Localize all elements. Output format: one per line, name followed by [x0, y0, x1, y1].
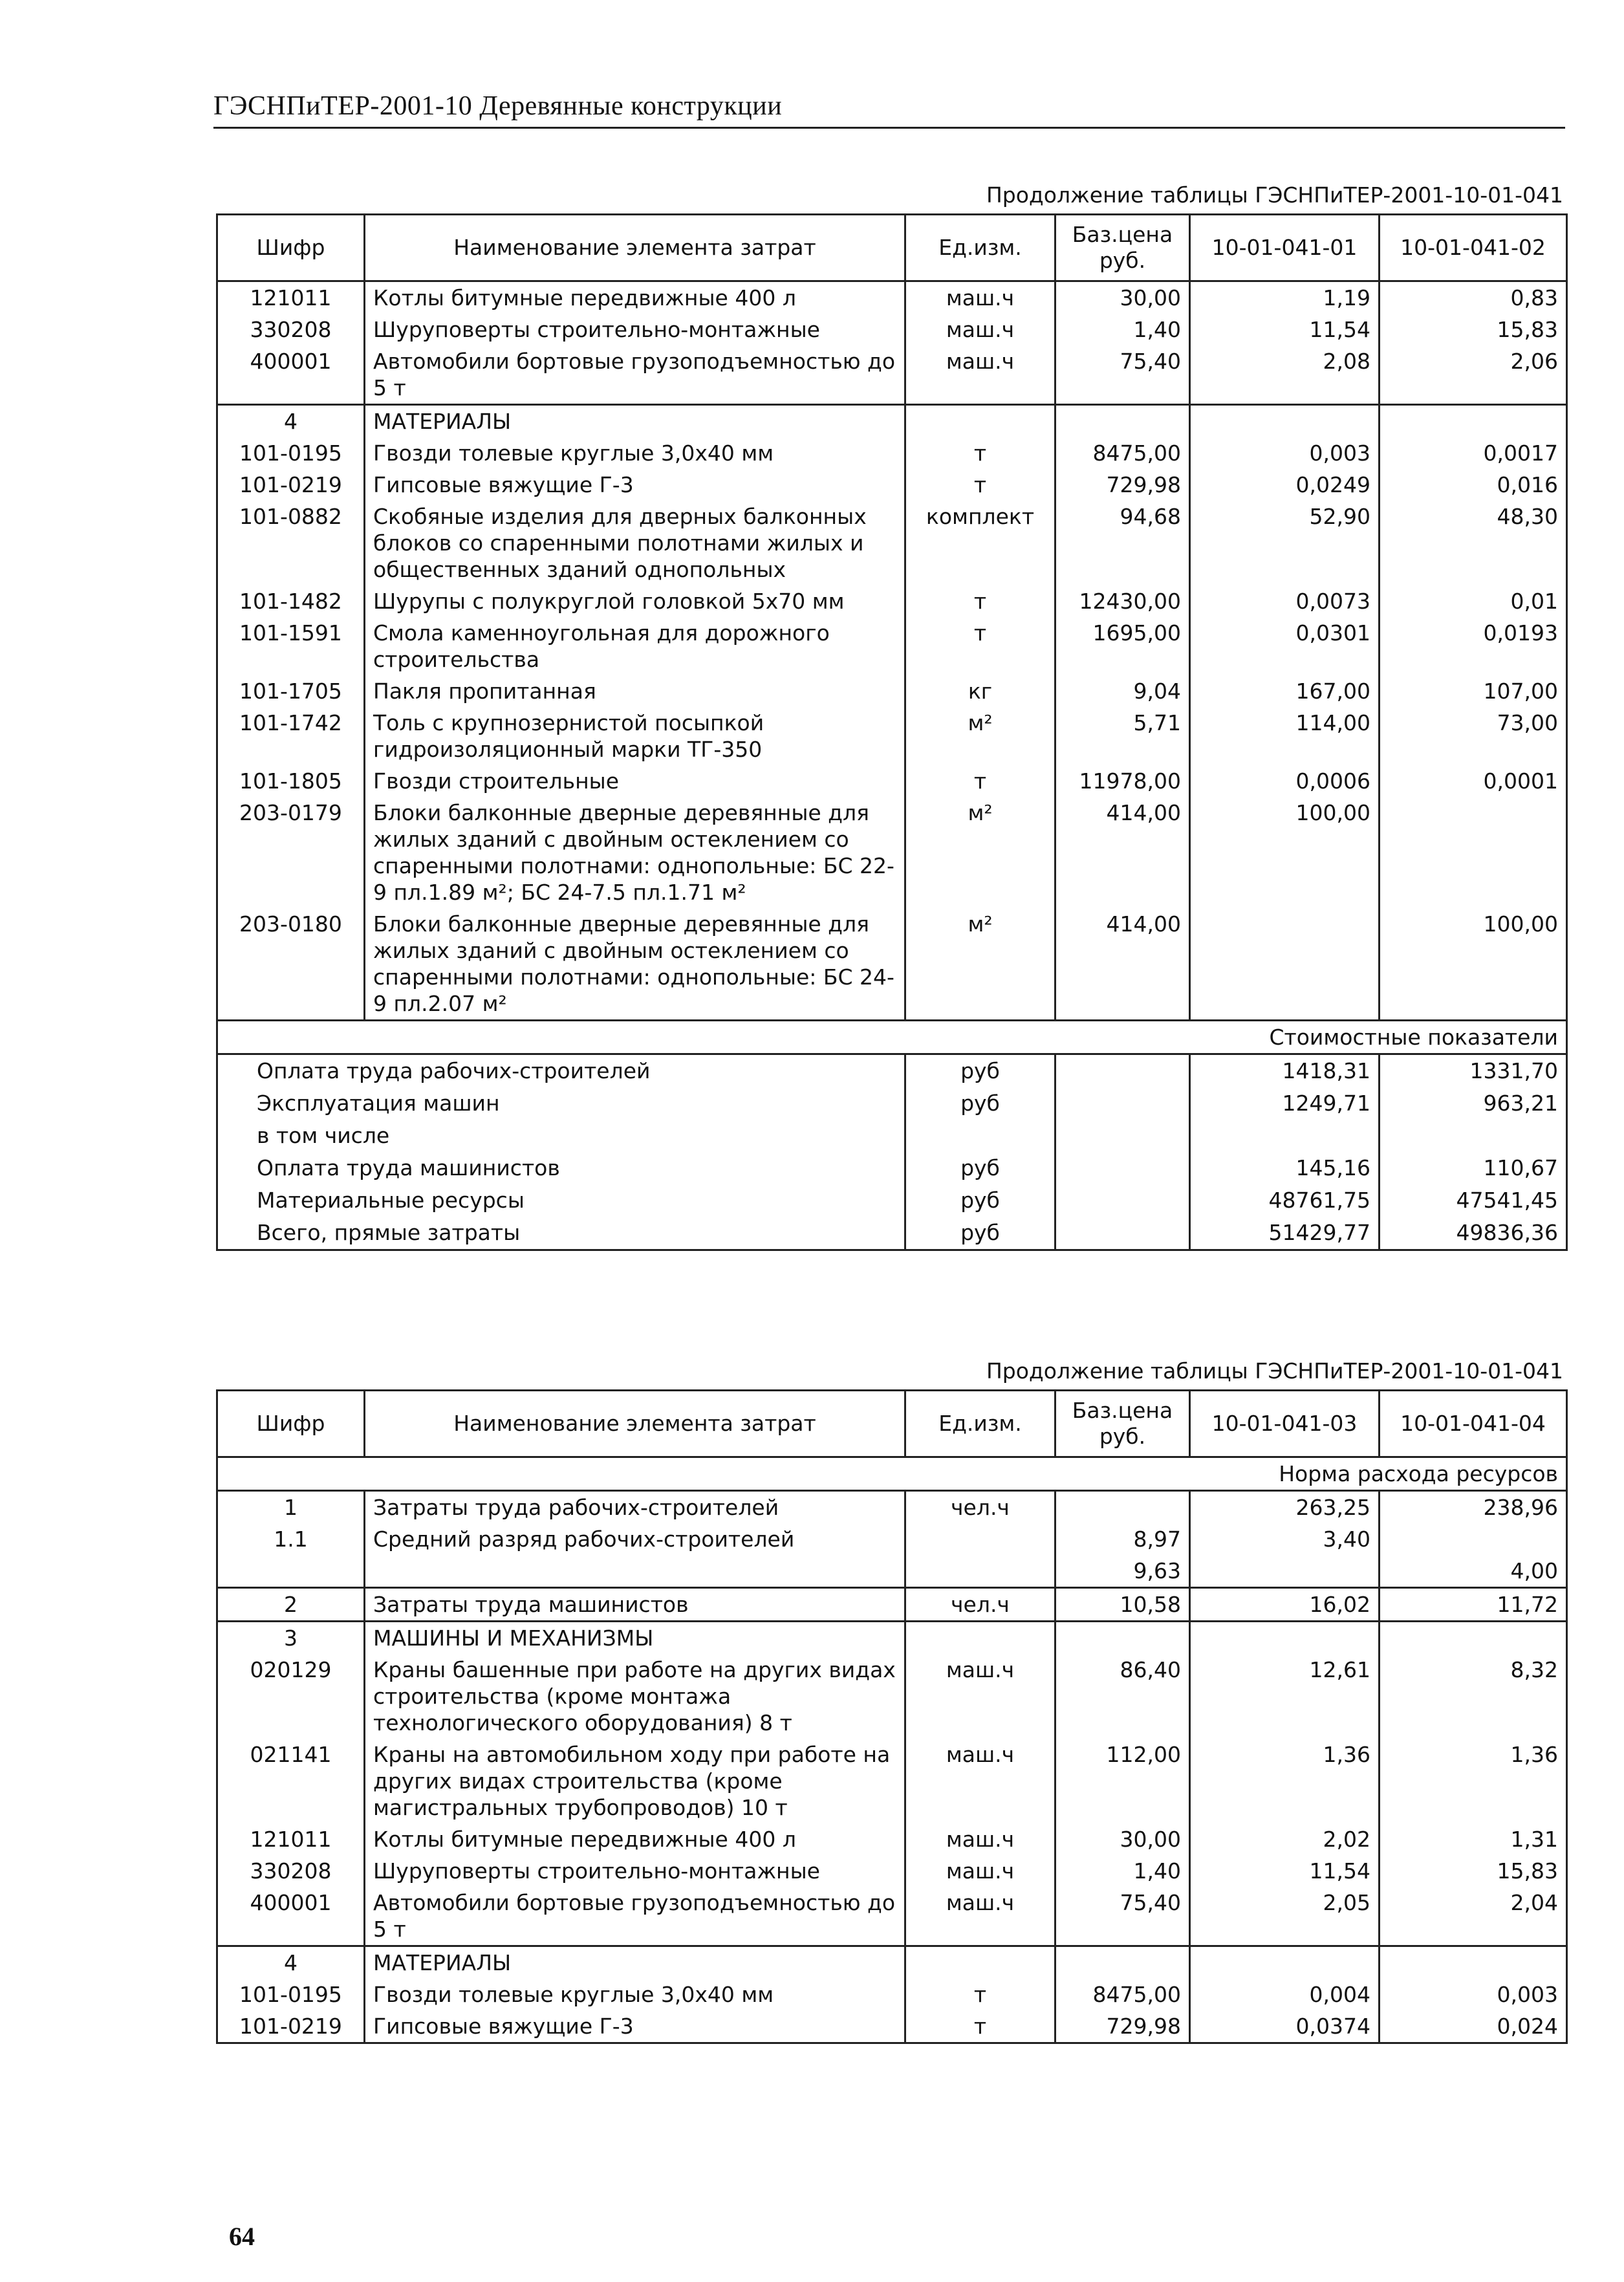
row-name: Котлы битумные передвижные 400 л	[365, 1823, 905, 1855]
summary-value-1	[1190, 1120, 1380, 1152]
row-unit	[905, 405, 1056, 438]
row-price: 30,00	[1056, 281, 1190, 314]
row-value-1: 0,0006	[1190, 765, 1380, 797]
summary-unit: руб	[905, 1184, 1056, 1217]
table-row	[217, 675, 1567, 707]
row-code: 101-1482	[217, 585, 365, 617]
row-price: 94,68	[1056, 501, 1190, 585]
row-unit	[905, 1622, 1056, 1655]
table-row	[217, 314, 1567, 345]
table-caption-1: Продолжение таблицы ГЭСНПиТЕР-2001-10-01-041	[986, 182, 1563, 208]
summary-label: Эксплуатация машин	[217, 1087, 905, 1120]
row-value-2: 107,00	[1380, 675, 1567, 707]
summary-price-empty	[1056, 1054, 1190, 1088]
table-row	[217, 707, 1567, 765]
table-row	[217, 765, 1567, 797]
summary-label: Материальные ресурсы	[217, 1184, 905, 1217]
row-price: 9,63	[1056, 1555, 1190, 1588]
row-name: Смола каменноугольная для дорожного строительства	[365, 617, 905, 675]
table-row	[217, 617, 1567, 675]
row-value-1: 12,61	[1190, 1654, 1380, 1739]
col-code: Шифр	[217, 1391, 365, 1457]
row-price	[1056, 1622, 1190, 1655]
col-code: Шифр	[217, 215, 365, 281]
row-price: 8475,00	[1056, 1979, 1190, 2010]
row-value-1: 100,00	[1190, 797, 1380, 908]
row-code: 021141	[217, 1739, 365, 1823]
row-code: 101-0195	[217, 1979, 365, 2010]
row-price: 5,71	[1056, 707, 1190, 765]
row-code: 1.1	[217, 1523, 365, 1555]
row-value-1: 11,54	[1190, 314, 1380, 345]
row-value-1: 0,003	[1190, 437, 1380, 469]
row-value-1: 16,02	[1190, 1588, 1380, 1622]
col-unit: Ед.изм.	[905, 215, 1056, 281]
row-value-2: 2,04	[1380, 1887, 1567, 1946]
row-code: 330208	[217, 314, 365, 345]
summary-value-2: 110,67	[1380, 1152, 1567, 1184]
row-price: 75,40	[1056, 345, 1190, 405]
row-code: 121011	[217, 1823, 365, 1855]
row-value-1: 2,05	[1190, 1887, 1380, 1946]
summary-unit: руб	[905, 1152, 1056, 1184]
row-code: 400001	[217, 345, 365, 405]
row-unit: маш.ч	[905, 1855, 1056, 1887]
summary-label: Всего, прямые затраты	[217, 1217, 905, 1250]
row-value-1: 0,004	[1190, 1979, 1380, 2010]
row-value-1	[1190, 908, 1380, 1021]
table-row	[217, 1588, 1567, 1622]
row-value-2	[1380, 1523, 1567, 1555]
row-unit: чел.ч	[905, 1588, 1056, 1622]
col-price: Баз.цена руб.	[1056, 215, 1190, 281]
row-value-1: 52,90	[1190, 501, 1380, 585]
row-value-2: 11,72	[1380, 1588, 1567, 1622]
table-row	[217, 585, 1567, 617]
page-header: ГЭСНПиТЕР-2001-10 Деревянные конструкции	[213, 91, 1565, 129]
row-value-2	[1380, 1946, 1567, 1979]
col-norm-04: 10-01-041-04	[1380, 1391, 1567, 1457]
row-name: Гвозди толевые круглые 3,0х40 мм	[365, 1979, 905, 2010]
summary-unit: руб	[905, 1087, 1056, 1120]
resource-table-1	[216, 213, 1568, 1251]
row-value-2: 73,00	[1380, 707, 1567, 765]
row-value-1	[1190, 1622, 1380, 1655]
row-code: 101-0195	[217, 437, 365, 469]
row-value-2: 0,016	[1380, 469, 1567, 501]
summary-label: Оплата труда рабочих-строителей	[217, 1054, 905, 1088]
cost-band-row	[217, 1021, 1567, 1054]
row-price: 1,40	[1056, 314, 1190, 345]
summary-label: Оплата труда машинистов	[217, 1152, 905, 1184]
row-value-2: 0,0017	[1380, 437, 1567, 469]
row-unit: м²	[905, 707, 1056, 765]
row-unit: чел.ч	[905, 1491, 1056, 1524]
summary-price-empty	[1056, 1184, 1190, 1217]
summary-value-1: 1418,31	[1190, 1054, 1380, 1088]
col-norm-02: 10-01-041-02	[1380, 215, 1567, 281]
row-unit: маш.ч	[905, 1823, 1056, 1855]
table-row	[217, 1887, 1567, 1946]
norm-band-label: Норма расхода ресурсов	[217, 1457, 1567, 1491]
summary-price-empty	[1056, 1087, 1190, 1120]
summary-unit: руб	[905, 1217, 1056, 1250]
row-name: Краны на автомобильном ходу при работе на других видах строительства (кроме магистральных трубопроводов) 10 т	[365, 1739, 905, 1823]
row-value-2: 0,0193	[1380, 617, 1567, 675]
summary-price-empty	[1056, 1152, 1190, 1184]
table-row	[217, 1739, 1567, 1823]
row-value-2: 1,36	[1380, 1739, 1567, 1823]
summary-unit	[905, 1120, 1056, 1152]
row-unit: маш.ч	[905, 1739, 1056, 1823]
row-unit: т	[905, 585, 1056, 617]
row-unit: маш.ч	[905, 1887, 1056, 1946]
row-code: 020129	[217, 1654, 365, 1739]
row-price: 11978,00	[1056, 765, 1190, 797]
table-row	[217, 469, 1567, 501]
summary-label: в том числе	[217, 1120, 905, 1152]
row-value-2: 1,31	[1380, 1823, 1567, 1855]
row-value-1: 2,08	[1190, 345, 1380, 405]
row-price: 729,98	[1056, 469, 1190, 501]
row-unit: маш.ч	[905, 1654, 1056, 1739]
summary-value-2: 963,21	[1380, 1087, 1567, 1120]
row-value-1: 167,00	[1190, 675, 1380, 707]
row-code: 4	[217, 1946, 365, 1979]
row-name: МАТЕРИАЛЫ	[365, 1946, 905, 1979]
summary-value-1: 48761,75	[1190, 1184, 1380, 1217]
col-norm-01: 10-01-041-01	[1190, 215, 1380, 281]
table-row	[217, 437, 1567, 469]
norm-band-row	[217, 1457, 1567, 1491]
row-name: Скобяные изделия для дверных балконных блоков со спаренными полотнами жилых и общественных зданий однопольных	[365, 501, 905, 585]
summary-row	[217, 1152, 1567, 1184]
row-price: 729,98	[1056, 2010, 1190, 2043]
row-unit: маш.ч	[905, 345, 1056, 405]
row-code: 101-0219	[217, 2010, 365, 2043]
summary-value-2	[1380, 1120, 1567, 1152]
row-unit: м²	[905, 797, 1056, 908]
row-price	[1056, 1491, 1190, 1524]
row-name: Гвозди строительные	[365, 765, 905, 797]
row-value-1: 11,54	[1190, 1855, 1380, 1887]
row-value-2	[1380, 797, 1567, 908]
summary-row	[217, 1184, 1567, 1217]
row-name: Блоки балконные дверные деревянные для жилых зданий с двойным остеклением со спаренными полотнами: однопольные: БС 22-9 пл.1.89 м²; БС 24-7.5 пл.1.71 м²	[365, 797, 905, 908]
row-value-2	[1380, 405, 1567, 438]
row-name: Шуруповерты строительно-монтажные	[365, 1855, 905, 1887]
row-name: Шуруповерты строительно-монтажные	[365, 314, 905, 345]
row-code: 400001	[217, 1887, 365, 1946]
row-name: Шурупы с полукруглой головкой 5х70 мм	[365, 585, 905, 617]
row-name: Гипсовые вяжущие Г-3	[365, 2010, 905, 2043]
row-value-1	[1190, 1946, 1380, 1979]
row-price: 1695,00	[1056, 617, 1190, 675]
summary-value-2: 49836,36	[1380, 1217, 1567, 1250]
summary-unit: руб	[905, 1054, 1056, 1088]
row-price: 112,00	[1056, 1739, 1190, 1823]
row-unit	[905, 1555, 1056, 1588]
table-body-2	[217, 1491, 1567, 2043]
row-name: Блоки балконные дверные деревянные для жилых зданий с двойным остеклением со спаренными полотнами: однопольные: БС 24-9 пл.2.07 м²	[365, 908, 905, 1021]
row-code: 101-0219	[217, 469, 365, 501]
row-name: Затраты труда рабочих-строителей	[365, 1491, 905, 1524]
row-value-1: 0,0073	[1190, 585, 1380, 617]
row-value-1	[1190, 1555, 1380, 1588]
table-row	[217, 1946, 1567, 1979]
summary-value-2: 1331,70	[1380, 1054, 1567, 1088]
row-code: 101-1591	[217, 617, 365, 675]
row-price: 30,00	[1056, 1823, 1190, 1855]
row-value-2: 15,83	[1380, 1855, 1567, 1887]
row-unit: т	[905, 1979, 1056, 2010]
row-name: Автомобили бортовые грузоподъемностью до 5 т	[365, 345, 905, 405]
row-unit: кг	[905, 675, 1056, 707]
row-unit	[905, 1523, 1056, 1555]
row-value-1: 3,40	[1190, 1523, 1380, 1555]
cost-band-label: Стоимостные показатели	[217, 1021, 1567, 1054]
row-value-2	[1380, 1622, 1567, 1655]
row-price: 10,58	[1056, 1588, 1190, 1622]
row-code: 330208	[217, 1855, 365, 1887]
table-row	[217, 1823, 1567, 1855]
row-value-2: 48,30	[1380, 501, 1567, 585]
row-unit	[905, 1946, 1056, 1979]
row-price: 9,04	[1056, 675, 1190, 707]
row-name: Гвозди толевые круглые 3,0х40 мм	[365, 437, 905, 469]
row-code: 1	[217, 1491, 365, 1524]
summary-row	[217, 1120, 1567, 1152]
row-code: 101-1705	[217, 675, 365, 707]
summary-value-1: 145,16	[1190, 1152, 1380, 1184]
row-value-1: 0,0301	[1190, 617, 1380, 675]
row-code	[217, 1555, 365, 1588]
row-value-2: 100,00	[1380, 908, 1567, 1021]
table-row	[217, 1855, 1567, 1887]
summary-row	[217, 1217, 1567, 1250]
row-unit: комплект	[905, 501, 1056, 585]
row-unit: маш.ч	[905, 314, 1056, 345]
table-row	[217, 1654, 1567, 1739]
row-name	[365, 1555, 905, 1588]
row-unit: т	[905, 765, 1056, 797]
col-name: Наименование элемента затрат	[365, 1391, 905, 1457]
table-header-row	[217, 215, 1567, 281]
summary-price-empty	[1056, 1120, 1190, 1152]
row-price: 86,40	[1056, 1654, 1190, 1739]
row-value-2: 0,0001	[1380, 765, 1567, 797]
row-code: 203-0180	[217, 908, 365, 1021]
row-name: Средний разряд рабочих-строителей	[365, 1523, 905, 1555]
row-code: 2	[217, 1588, 365, 1622]
row-code: 4	[217, 405, 365, 438]
row-unit: маш.ч	[905, 281, 1056, 314]
row-value-1	[1190, 405, 1380, 438]
row-unit: т	[905, 437, 1056, 469]
row-price: 8,97	[1056, 1523, 1190, 1555]
table-row	[217, 2010, 1567, 2043]
row-value-2: 2,06	[1380, 345, 1567, 405]
row-value-1: 114,00	[1190, 707, 1380, 765]
row-code: 121011	[217, 281, 365, 314]
row-price: 8475,00	[1056, 437, 1190, 469]
row-value-1: 0,0374	[1190, 2010, 1380, 2043]
row-value-2: 8,32	[1380, 1654, 1567, 1739]
row-unit: т	[905, 2010, 1056, 2043]
row-name: Гипсовые вяжущие Г-3	[365, 469, 905, 501]
row-price: 75,40	[1056, 1887, 1190, 1946]
summary-row	[217, 1087, 1567, 1120]
row-value-2: 0,003	[1380, 1979, 1567, 2010]
row-code: 101-0882	[217, 501, 365, 585]
row-value-1: 1,19	[1190, 281, 1380, 314]
row-price: 414,00	[1056, 908, 1190, 1021]
row-code: 3	[217, 1622, 365, 1655]
table-header-row	[217, 1391, 1567, 1457]
row-price	[1056, 405, 1190, 438]
col-name: Наименование элемента затрат	[365, 215, 905, 281]
row-value-2: 0,01	[1380, 585, 1567, 617]
row-price	[1056, 1946, 1190, 1979]
table-body-1	[217, 281, 1567, 1021]
row-unit: м²	[905, 908, 1056, 1021]
row-price: 12430,00	[1056, 585, 1190, 617]
summary-price-empty	[1056, 1217, 1190, 1250]
row-name: МАТЕРИАЛЫ	[365, 405, 905, 438]
table-row	[217, 908, 1567, 1021]
row-name: Автомобили бортовые грузоподъемностью до 5 т	[365, 1887, 905, 1946]
table-row	[217, 345, 1567, 405]
col-price: Баз.цена руб.	[1056, 1391, 1190, 1457]
summary-body	[217, 1021, 1567, 1250]
row-value-1: 2,02	[1190, 1823, 1380, 1855]
row-name: Затраты труда машинистов	[365, 1588, 905, 1622]
row-unit: т	[905, 469, 1056, 501]
row-name: Пакля пропитанная	[365, 675, 905, 707]
table-row	[217, 405, 1567, 438]
row-value-1: 0,0249	[1190, 469, 1380, 501]
row-value-2: 0,83	[1380, 281, 1567, 314]
table-row	[217, 1491, 1567, 1524]
table-caption-2: Продолжение таблицы ГЭСНПиТЕР-2001-10-01-041	[986, 1358, 1563, 1384]
summary-value-2: 47541,45	[1380, 1184, 1567, 1217]
row-value-1: 263,25	[1190, 1491, 1380, 1524]
summary-row	[217, 1054, 1567, 1088]
table-row	[217, 281, 1567, 314]
row-value-1: 1,36	[1190, 1739, 1380, 1823]
summary-value-1: 51429,77	[1190, 1217, 1380, 1250]
row-value-2: 0,024	[1380, 2010, 1567, 2043]
row-price: 1,40	[1056, 1855, 1190, 1887]
col-unit: Ед.изм.	[905, 1391, 1056, 1457]
row-code: 101-1742	[217, 707, 365, 765]
row-value-2: 4,00	[1380, 1555, 1567, 1588]
row-value-2: 15,83	[1380, 314, 1567, 345]
row-name: Краны башенные при работе на других видах строительства (кроме монтажа технологического оборудования) 8 т	[365, 1654, 905, 1739]
row-value-2: 238,96	[1380, 1491, 1567, 1524]
row-code: 101-1805	[217, 765, 365, 797]
table-row	[217, 1523, 1567, 1555]
col-norm-03: 10-01-041-03	[1190, 1391, 1380, 1457]
resource-table-2	[216, 1389, 1568, 2044]
table-row	[217, 1979, 1567, 2010]
row-unit: т	[905, 617, 1056, 675]
row-code: 203-0179	[217, 797, 365, 908]
table-row	[217, 1555, 1567, 1588]
summary-value-1: 1249,71	[1190, 1087, 1380, 1120]
table-row	[217, 1622, 1567, 1655]
row-name: МАШИНЫ И МЕХАНИЗМЫ	[365, 1622, 905, 1655]
row-name: Котлы битумные передвижные 400 л	[365, 281, 905, 314]
page-number: 64	[229, 2222, 255, 2251]
row-price: 414,00	[1056, 797, 1190, 908]
row-name: Толь с крупнозернистой посыпкой гидроизоляционный марки ТГ-350	[365, 707, 905, 765]
table-row	[217, 501, 1567, 585]
table-row	[217, 797, 1567, 908]
